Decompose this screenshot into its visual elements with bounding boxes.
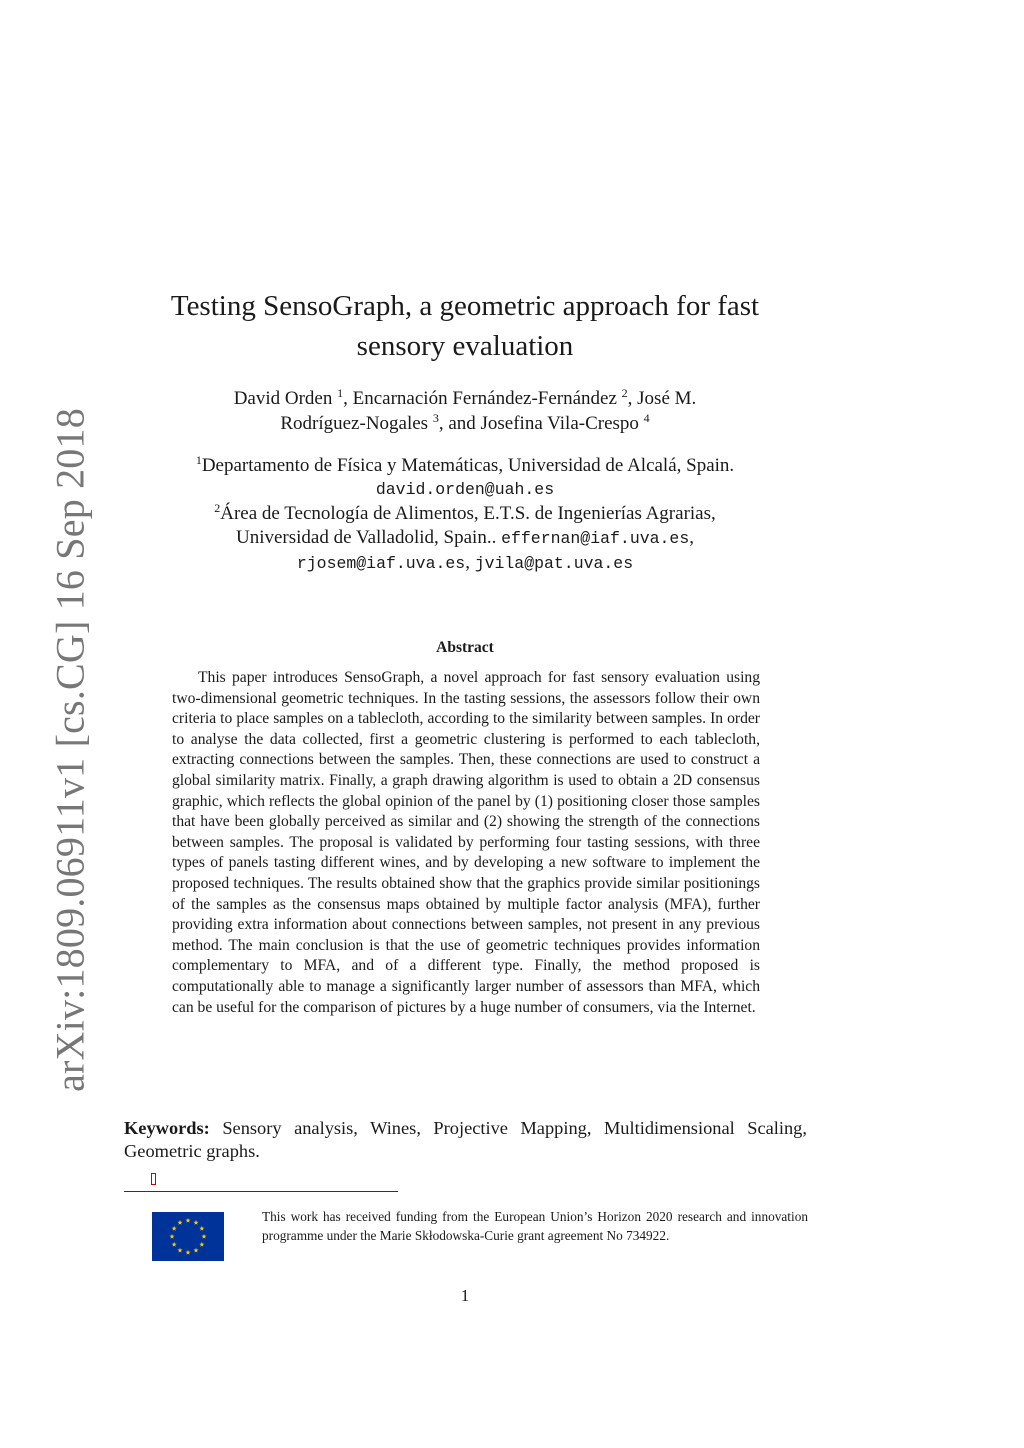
affiliation-2-cont: Universidad de Valladolid, Spain.. effernan@iaf.uva.es,	[236, 527, 694, 548]
affiliation-2	[110, 502, 820, 526]
affiliation-text: Departamento de Física y Matemáticas, Universidad de Alcalá, Spain.	[201, 455, 735, 476]
author-affiliation-marker: 2	[621, 386, 628, 400]
affiliation-1	[110, 454, 820, 478]
link-border-marker	[151, 1173, 156, 1185]
author-list	[130, 386, 800, 436]
author-name: , José M.	[627, 388, 697, 409]
author-affiliation-marker: 4	[643, 411, 650, 425]
paper-title	[150, 286, 780, 366]
email-link[interactable]: effernan@iaf.uva.es	[501, 529, 690, 548]
title-line-2: sensory evaluation	[356, 330, 574, 362]
eu-flag-icon	[152, 1212, 224, 1261]
abstract-heading: Abstract	[436, 639, 494, 656]
funding-footnote: This work has received funding from the European Union’s Horizon 2020 research and innovation programme under the Marie Skłodowska-Curie grant agreement No 734922.	[262, 1209, 808, 1243]
affiliation-block	[110, 454, 820, 576]
email-link[interactable]: jvila@pat.uva.es	[474, 554, 634, 573]
author-name: David Orden	[233, 388, 333, 409]
author-name: , Encarnación Fernández-Fernández	[343, 388, 617, 409]
email-link[interactable]: david.orden@uah.es	[375, 480, 555, 499]
footnote-rule	[124, 1191, 398, 1192]
arxiv-identifier-stamp: arXiv:1809.06911v1 [cs.CG] 16 Sep 2018	[47, 408, 93, 1092]
author-name: Rodríguez-Nogales	[280, 413, 429, 434]
author-name: , and Josefina Vila-Crespo	[438, 413, 639, 434]
affiliation-text: Universidad de Valladolid, Spain..	[236, 527, 497, 548]
affiliation-marker: 2	[214, 501, 221, 515]
affiliation-2-emails: rjosem@iaf.uva.es, jvila@pat.uva.es	[296, 552, 634, 573]
keywords	[124, 1117, 807, 1163]
affiliation-marker: 1	[195, 453, 202, 467]
page-number: 1	[460, 1286, 470, 1305]
author-affiliation-marker: 1	[337, 386, 344, 400]
author-affiliation-marker: 3	[432, 411, 439, 425]
title-line-1: Testing SensoGraph, a geometric approach for fast	[170, 290, 760, 322]
keywords-label: Keywords:	[124, 1118, 210, 1138]
affiliation-text: Área de Tecnología de Alimentos, E.T.S. de Ingenierías Agrarias,	[220, 503, 716, 524]
keywords-text: Sensory analysis, Wines, Projective Mapping, Multidimensional Scaling, Geometric graphs.	[124, 1118, 807, 1161]
abstract-body: This paper introduces SensoGraph, a novel approach for fast sensory evaluation using two-dimensional geometric techniques. In the tasting sessions, the assessors follow their own criteria to place samples on a tablecloth, according to the similarity between samples. In order to analyse the data collected, first a geometric clustering is performed to each tablecloth, extracting connections between the samples. Then, these connections are used to construct a global similarity matrix. Finally, a graph drawing algorithm is used to obtain a 2D consensus graphic, which reflects the global opinion of the panel by (1) positioning closer those samples that have been globally perceived as similar and (2) showing the strength of the connections between samples. The proposal is validated by performing four tasting sessions, with three types of panels tasting different wines, and by developing a new software to implement the proposed techniques. The results obtained show that the graphics provide similar positionings of the samples as the consensus maps obtained by multiple factor analysis (MFA), further providing extra information about connections between samples, not present in any previous method. The main conclusion is that the use of geometric techniques provides information complementary to MFA, and of a different type. Finally, the method proposed is computationally able to manage a significantly larger number of assessors than MFA, which can be useful for the comparison of pictures by a huge number of consumers, via the Internet.	[172, 669, 760, 1016]
email-link[interactable]: rjosem@iaf.uva.es	[296, 554, 466, 573]
